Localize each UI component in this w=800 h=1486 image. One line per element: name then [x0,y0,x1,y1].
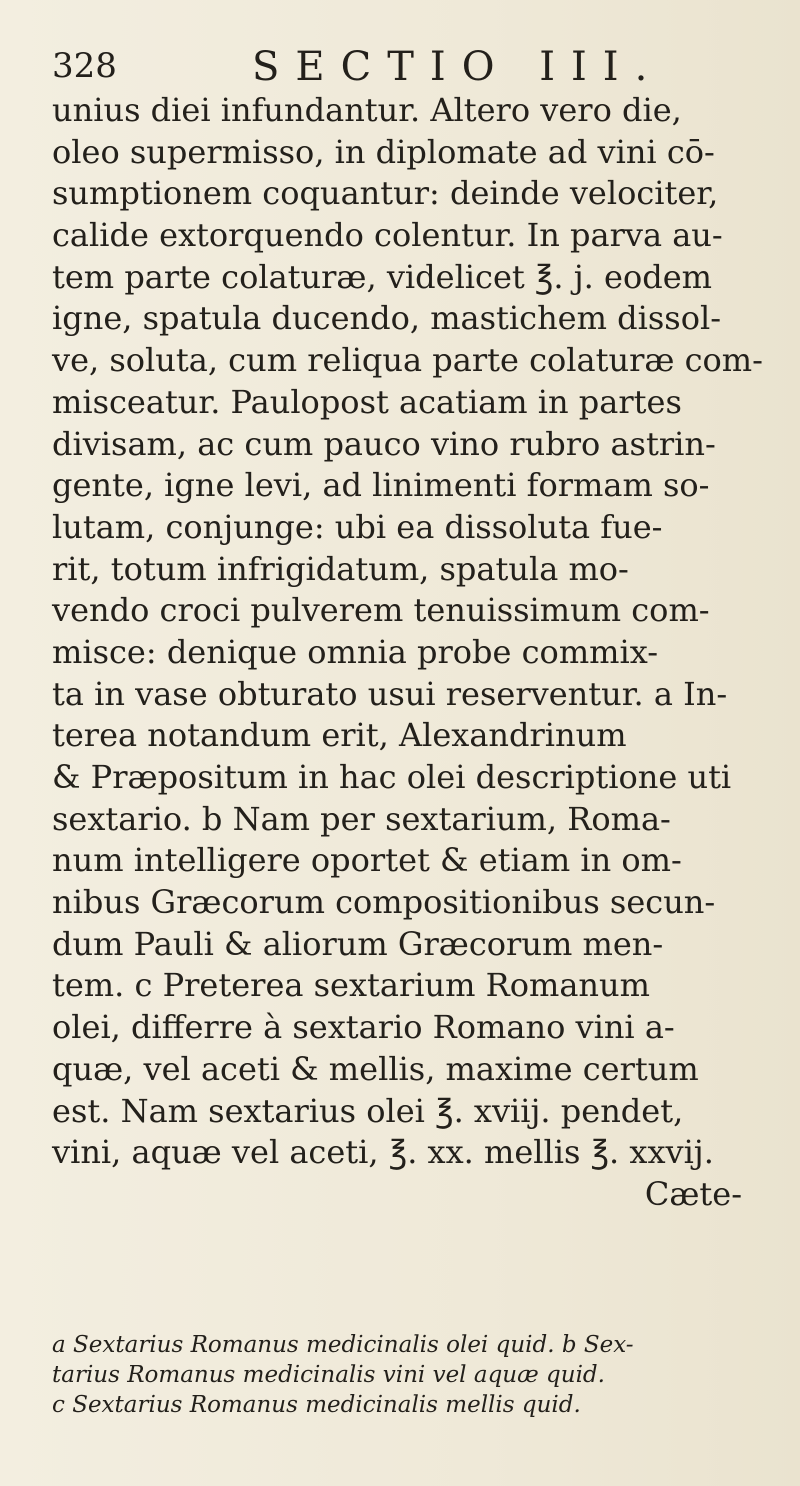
text-line: gente, igne levi, ad linimenti formam so- [52,466,710,505]
text-line: olei, differre à sextario Romano vini a- [52,1008,675,1047]
text-line: lutam, conjunge: ubi ea dissoluta fue- [52,507,663,546]
catchword: Cæte- [644,1174,742,1213]
text-line: est. Nam sextarius olei ℥. xviij. pendet, [52,1091,684,1130]
footnote-line: c Sextarius Romanus medicinalis mellis quid. [52,1392,581,1418]
text-line: & Præpositum in hac olei descriptione uti [52,758,732,796]
text-line: misce: denique omnia probe commix- [52,632,659,671]
text-line: ta in vase obturato usui reserventur. a In- [52,674,728,713]
text-line: divisam, ac cum pauco vino rubro astrin- [52,424,716,463]
text-line: igne, spatula ducendo, mastichem dissol- [52,299,721,338]
text-line: dum Pauli & aliorum Græcorum men- [52,924,664,963]
body-text [52,90,772,1216]
text-line: misceatur. Paulopost acatiam in partes [52,382,682,421]
text-line: sumptionem coquantur: deinde velociter, [52,174,719,213]
text-line: tem parte colaturæ, videlicet ℥. j. eodem [52,257,712,296]
page-number: 328 [52,46,117,86]
text-line: quæ, vel aceti & mellis, maxime certum [52,1049,699,1088]
text-line: nibus Græcorum compositionibus secun- [52,883,716,922]
text-line: calide extorquendo colentur. In parva au- [52,216,723,255]
footnotes [52,1330,772,1420]
text-line: unius diei infundantur. Altero vero die, [52,91,682,129]
text-line: oleo supermisso, in diplomate ad vini cō- [52,132,715,171]
text-line: ve, soluta, cum reliqua parte colaturæ com- [52,341,763,380]
text-line: rit, totum infrigidatum, spatula mo- [52,549,629,588]
running-head: SECTIO III. [252,44,664,90]
text-line: vini, aquæ vel aceti, ℥. xx. mellis ℥. xxvij. [52,1133,714,1172]
text-line: vendo croci pulverem tenuissimum com- [52,591,710,630]
text-line: tem. c Preterea sextarium Romanum [52,966,650,1005]
footnote-line: tarius Romanus medicinalis vini vel aquæ quid. [52,1362,605,1388]
page-header [52,44,752,94]
text-line: terea notandum erit, Alexandrinum [52,716,627,755]
text-line: sextario. b Nam per sextarium, Roma- [52,799,671,838]
footnote-line: a Sextarius Romanus medicinalis olei quid. b Sex- [52,1332,634,1358]
text-line: num intelligere oportet & etiam in om- [52,841,682,880]
